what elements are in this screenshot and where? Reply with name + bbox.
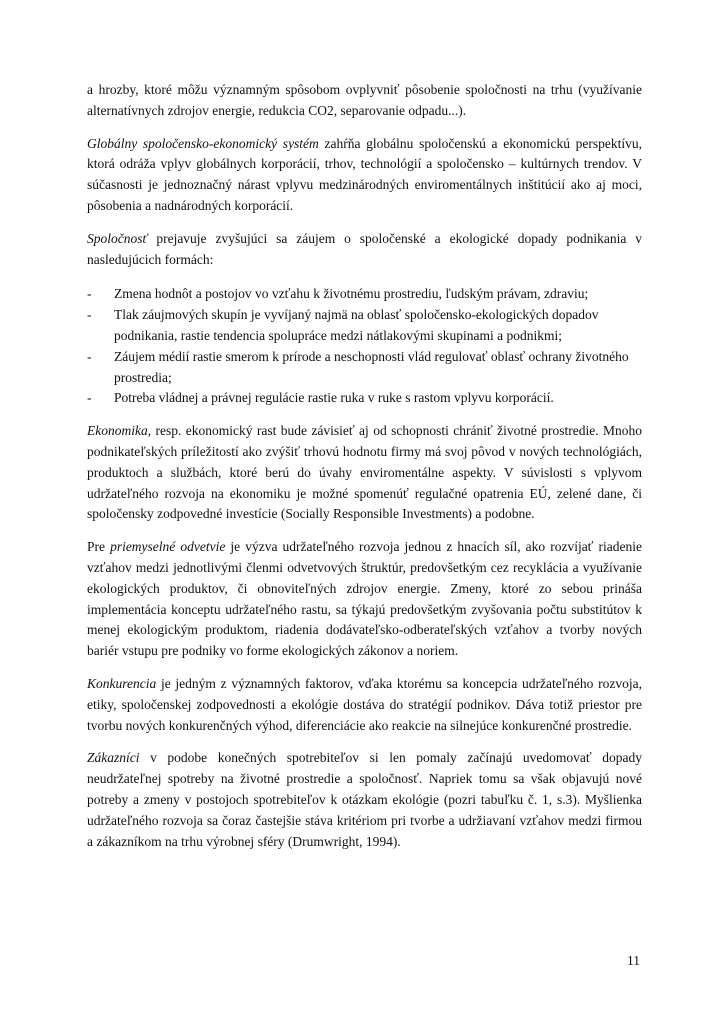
term-society: Spoločnosť: [87, 230, 148, 246]
list-item-text: Záujem médií rastie smerom k prírode a neschopnosti vlád regulovať oblasť ochrany životného prostredia;: [114, 348, 629, 385]
page-number: 11: [627, 953, 640, 968]
paragraph-text: , resp. ekonomický rast bude závisieť aj od schopnosti chrániť životné prostredie. Mnoho podnikateľských príležitostí ako zvýšiť trhovú hodnotu firmy má svoj pôvod v nových technológiách, produktoch a službách, ktoré berú do úvahy enviromentálne aspekty. V súvislosti s vplyvom udržateľného rozvoja na ekonomiku je možné spomenúť regulačné opatrenia EÚ, zelené dane, či spoločensky zodpovedné investície (Socially Responsible Investments) a podobne.: [87, 423, 642, 522]
document-body: [87, 80, 642, 864]
paragraph-text: je jedným z významných faktorov, vďaka ktorému sa koncepcia udržateľného rozvoja, etiky, spoločenskej zodpovednosti a ekológie dostáva do stratégií podnikov. Dáva totiž priestor pre tvorbu nových konkurenčných výhod, diferenciácie ako reakcie na silnejúce konkurenčné prostredie.: [87, 675, 642, 733]
list-item: [87, 347, 642, 389]
list-item: [87, 305, 642, 347]
paragraph-economy: [87, 421, 642, 525]
paragraph-text: v podobe konečných spotrebiteľov si len pomaly začínajú uvedomovať dopady neudržateľnej spotreby na životné prostredie a spoločnosť. Napriek tomu sa však objavujú nové potreby a zmeny v postojoch spotrebiteľov k otázkam ekológie (pozri tabuľku č. 1, s.3). Myšlienka udržateľného rozvoja sa čoraz častejšie stáva kritériom pri tvorbe a udržiavaní vzťahov medzi firmou a zákazníkom na trhu výrobnej sféry (Drumwright, 1994).: [87, 750, 642, 849]
paragraph-text: Pre: [87, 539, 111, 555]
paragraph-text: je výzva udržateľného rozvoja jednou z hnacích síl, ako rozvíjať riadenie vzťahov medzi jednotlivými členmi odvetvových štruktúr, predovšetkým cez recyklácia a využívanie ekologických produktov, či obnoviteľných zdrojov energie. Zmeny, ktoré zo sebou prináša implementácia konceptu udržateľného rastu, sa týkajú predovšetkým zvyšovania počtu substitútov k menej ekologickým produktom, riadenia dodávateľsko-odberateľských vzťahov a tvorby nových bariér vstupu pre podniky vo forme ekologických zákonov a noriem.: [87, 539, 642, 659]
paragraph-text: prejavuje zvyšujúci sa záujem o spoločenské a ekologické dopady podnikania v nasledujúcich formách:: [87, 230, 642, 267]
paragraph-customers: [87, 748, 642, 852]
list-item-text: Potreba vládnej a právnej regulácie rastie ruka v ruke s rastom vplyvu korporácií.: [114, 390, 554, 406]
list-item-text: Tlak záujmových skupín je vyvíjaný najmä na oblasť spoločensko-ekologických dopadov podnikania, rastie tendencia spolupráce medzi nátlakovými skupinami a podnikmi;: [114, 307, 599, 343]
paragraph-industry: [87, 537, 642, 662]
paragraph-text: zahŕňa globálnu spoločenskú a ekonomickú perspektívu, ktorá odráža vplyv globálnych korporácií, trhov, technológií a spoločensko – kultúrnych trendov. V súčasnosti je jednoznačný nárast vplyvu medzinárodných enviromentálnych inštitúcií ako aj moci, pôsobenia a nadnárodných korporácií.: [87, 135, 642, 213]
paragraph-threats: a hrozby, ktoré môžu významným spôsobom ovplyvniť pôsobenie spoločnosti na trhu (využívanie alternatívnych zdrojov energie, redukcia CO2, separovanie odpadu...).: [87, 82, 642, 118]
list-dash: -: [87, 307, 92, 323]
term-industry: priemyselné odvetvie: [110, 539, 226, 555]
list-dash: -: [87, 286, 92, 302]
society-forms-list: [87, 284, 642, 409]
list-item: [87, 388, 642, 409]
term-economy: Ekonomika: [87, 423, 148, 439]
list-dash: -: [87, 390, 92, 406]
term-competition: Konkurencia: [87, 675, 157, 691]
term-global-system: Globálny spoločensko-ekonomický systém: [87, 135, 319, 151]
paragraph-competition: [87, 674, 642, 736]
list-dash: -: [87, 348, 92, 364]
paragraph-global-system: [87, 134, 642, 217]
paragraph-society: [87, 229, 642, 271]
list-item: [87, 284, 642, 305]
term-customers: Zákazníci: [87, 750, 140, 766]
list-item-text: Zmena hodnôt a postojov vo vzťahu k životnému prostrediu, ľudským právam, zdraviu;: [114, 286, 589, 302]
